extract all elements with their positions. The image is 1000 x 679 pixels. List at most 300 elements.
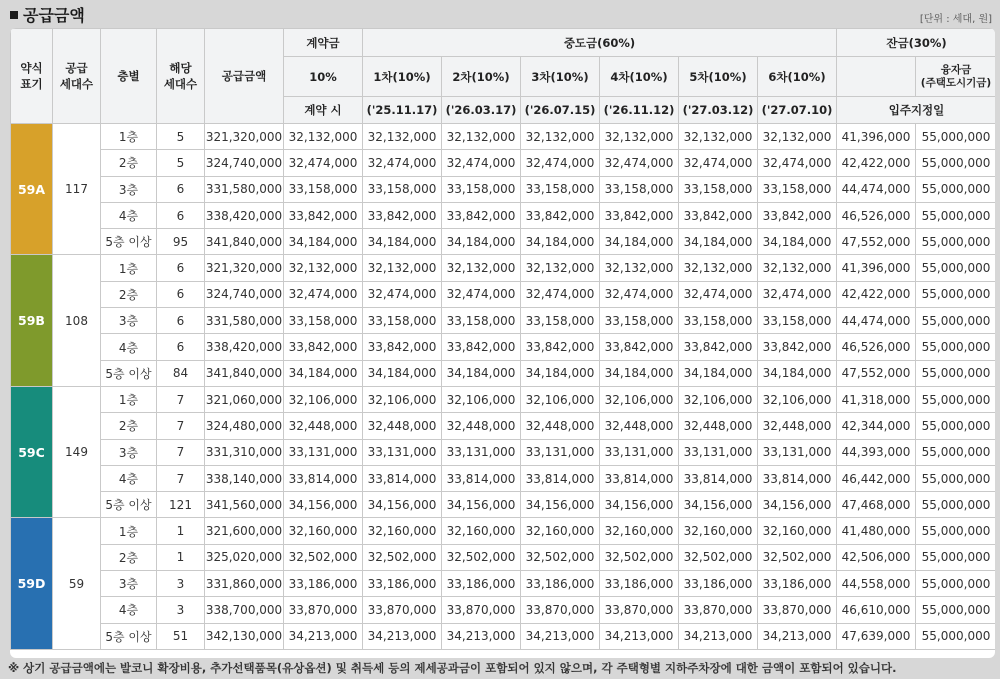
contract-cell: 33,842,000: [284, 202, 363, 228]
floor-households-cell: 6: [157, 308, 205, 334]
middle-payment-cell: 34,184,000: [600, 360, 679, 386]
middle-payment-cell: 34,213,000: [521, 623, 600, 649]
loan-cell: 55,000,000: [916, 176, 996, 202]
middle-payment-cell: 32,474,000: [521, 281, 600, 307]
header-floor-households: 해당 세대수: [157, 29, 205, 124]
middle-payment-cell: 33,158,000: [758, 308, 837, 334]
middle-payment-cell: 34,184,000: [600, 229, 679, 255]
middle-payment-cell: 32,160,000: [442, 518, 521, 544]
table-row: [11, 360, 996, 386]
contract-cell: 33,158,000: [284, 308, 363, 334]
floor-cell: 1층: [101, 255, 157, 281]
middle-payment-cell: 33,158,000: [521, 176, 600, 202]
floor-households-cell: 51: [157, 623, 205, 649]
floor-cell: 4층: [101, 597, 157, 623]
balance-cell: 44,393,000: [837, 439, 916, 465]
middle-payment-cell: 34,184,000: [363, 229, 442, 255]
floor-cell: 4층: [101, 202, 157, 228]
price-table-panel: [10, 28, 995, 658]
supply-price-cell: 321,060,000: [205, 386, 284, 412]
header-mid-6: 6차(10%): [758, 57, 837, 97]
middle-payment-cell: 33,158,000: [600, 176, 679, 202]
supply-price-cell: 331,580,000: [205, 308, 284, 334]
middle-payment-cell: 32,132,000: [442, 124, 521, 150]
balance-cell: 44,558,000: [837, 571, 916, 597]
contract-cell: 34,213,000: [284, 623, 363, 649]
middle-payment-cell: 34,156,000: [363, 492, 442, 518]
header-contract: 계약금: [284, 29, 363, 57]
middle-payment-cell: 33,870,000: [521, 597, 600, 623]
middle-payment-cell: 32,132,000: [679, 255, 758, 281]
middle-payment-cell: 32,448,000: [442, 413, 521, 439]
loan-cell: 55,000,000: [916, 492, 996, 518]
middle-payment-cell: 32,474,000: [363, 281, 442, 307]
middle-payment-cell: 33,131,000: [600, 439, 679, 465]
floor-cell: 2층: [101, 413, 157, 439]
table-row: [11, 623, 996, 649]
supply-price-cell: 324,480,000: [205, 413, 284, 439]
type-cell: 59A: [11, 124, 53, 255]
table-row: [11, 518, 996, 544]
middle-payment-cell: 32,502,000: [521, 544, 600, 570]
middle-payment-cell: 33,814,000: [363, 465, 442, 491]
table-row: [11, 202, 996, 228]
section-title: [10, 3, 85, 26]
middle-payment-cell: 33,814,000: [442, 465, 521, 491]
loan-cell: 55,000,000: [916, 202, 996, 228]
contract-cell: 33,870,000: [284, 597, 363, 623]
floor-cell: 1층: [101, 518, 157, 544]
middle-payment-cell: 33,186,000: [442, 571, 521, 597]
middle-payment-cell: 34,184,000: [521, 360, 600, 386]
supply-households-cell: 108: [53, 255, 101, 386]
supply-price-cell: 321,600,000: [205, 518, 284, 544]
middle-payment-cell: 33,186,000: [758, 571, 837, 597]
middle-payment-cell: 34,156,000: [442, 492, 521, 518]
middle-payment-cell: 34,156,000: [600, 492, 679, 518]
floor-households-cell: 6: [157, 334, 205, 360]
floor-cell: 4층: [101, 334, 157, 360]
middle-payment-cell: 34,213,000: [758, 623, 837, 649]
middle-payment-cell: 34,184,000: [758, 360, 837, 386]
middle-payment-cell: 34,156,000: [758, 492, 837, 518]
supply-households-cell: 149: [53, 386, 101, 517]
title-square-icon: [10, 11, 18, 19]
middle-payment-cell: 34,184,000: [442, 360, 521, 386]
middle-payment-cell: 32,448,000: [363, 413, 442, 439]
loan-cell: 55,000,000: [916, 281, 996, 307]
middle-payment-cell: 32,132,000: [758, 255, 837, 281]
middle-payment-cell: 32,474,000: [679, 281, 758, 307]
middle-payment-cell: 33,842,000: [521, 202, 600, 228]
supply-price-cell: 341,840,000: [205, 360, 284, 386]
contract-cell: 33,814,000: [284, 465, 363, 491]
loan-cell: 55,000,000: [916, 360, 996, 386]
middle-payment-cell: 32,502,000: [600, 544, 679, 570]
middle-payment-cell: 33,131,000: [679, 439, 758, 465]
middle-payment-cell: 34,184,000: [679, 229, 758, 255]
floor-households-cell: 1: [157, 544, 205, 570]
title-text: 공급금액: [23, 6, 85, 25]
middle-payment-cell: 32,132,000: [442, 255, 521, 281]
middle-payment-cell: 33,842,000: [679, 202, 758, 228]
contract-cell: 33,842,000: [284, 334, 363, 360]
header-mid-5: 5차(10%): [679, 57, 758, 97]
balance-cell: 46,610,000: [837, 597, 916, 623]
floor-households-cell: 1: [157, 518, 205, 544]
middle-payment-cell: 33,158,000: [679, 308, 758, 334]
contract-cell: 32,132,000: [284, 255, 363, 281]
contract-cell: 32,160,000: [284, 518, 363, 544]
table-row: [11, 544, 996, 570]
floor-households-cell: 6: [157, 281, 205, 307]
header-supply-households: 공급 세대수: [53, 29, 101, 124]
middle-payment-cell: 33,186,000: [679, 571, 758, 597]
floor-households-cell: 6: [157, 202, 205, 228]
middle-payment-cell: 34,156,000: [679, 492, 758, 518]
floor-cell: 2층: [101, 150, 157, 176]
loan-cell: 55,000,000: [916, 544, 996, 570]
balance-cell: 46,526,000: [837, 334, 916, 360]
middle-payment-cell: 32,106,000: [442, 386, 521, 412]
floor-cell: 3층: [101, 308, 157, 334]
middle-payment-cell: 32,474,000: [600, 150, 679, 176]
header-loan: 융자금 (주택도시기금): [916, 57, 996, 97]
middle-payment-cell: 33,158,000: [521, 308, 600, 334]
middle-payment-cell: 34,213,000: [363, 623, 442, 649]
middle-payment-cell: 34,213,000: [679, 623, 758, 649]
floor-households-cell: 7: [157, 413, 205, 439]
middle-payment-cell: 32,160,000: [521, 518, 600, 544]
middle-payment-cell: 34,184,000: [363, 360, 442, 386]
contract-cell: 33,131,000: [284, 439, 363, 465]
middle-payment-cell: 33,131,000: [442, 439, 521, 465]
type-cell: 59D: [11, 518, 53, 649]
middle-payment-cell: 33,842,000: [600, 334, 679, 360]
floor-households-cell: 95: [157, 229, 205, 255]
table-row: [11, 465, 996, 491]
balance-cell: 44,474,000: [837, 176, 916, 202]
middle-payment-cell: 32,474,000: [758, 281, 837, 307]
floor-cell: 2층: [101, 281, 157, 307]
loan-cell: 55,000,000: [916, 308, 996, 334]
middle-payment-cell: 32,106,000: [521, 386, 600, 412]
middle-payment-cell: 33,158,000: [600, 308, 679, 334]
header-mid-5-date: ('27.03.12): [679, 97, 758, 124]
middle-payment-cell: 32,474,000: [679, 150, 758, 176]
floor-cell: 3층: [101, 439, 157, 465]
middle-payment-cell: 33,842,000: [363, 202, 442, 228]
header-mid-2-date: ('26.03.17): [442, 97, 521, 124]
middle-payment-cell: 32,474,000: [442, 281, 521, 307]
supply-price-cell: 321,320,000: [205, 255, 284, 281]
middle-payment-cell: 32,502,000: [679, 544, 758, 570]
middle-payment-cell: 33,158,000: [442, 308, 521, 334]
floor-households-cell: 6: [157, 176, 205, 202]
loan-cell: 55,000,000: [916, 150, 996, 176]
floor-cell: 3층: [101, 176, 157, 202]
contract-cell: 32,474,000: [284, 150, 363, 176]
middle-payment-cell: 32,448,000: [600, 413, 679, 439]
floor-cell: 3층: [101, 571, 157, 597]
floor-households-cell: 5: [157, 150, 205, 176]
middle-payment-cell: 33,186,000: [521, 571, 600, 597]
middle-payment-cell: 33,842,000: [758, 334, 837, 360]
contract-cell: 32,106,000: [284, 386, 363, 412]
floor-cell: 5층 이상: [101, 229, 157, 255]
contract-cell: 32,474,000: [284, 281, 363, 307]
loan-cell: 55,000,000: [916, 623, 996, 649]
header-balance: 잔금(30%): [837, 29, 996, 57]
header-middle-payment: 중도금(60%): [363, 29, 837, 57]
header-mid-1: 1차(10%): [363, 57, 442, 97]
balance-cell: 47,552,000: [837, 229, 916, 255]
floor-households-cell: 3: [157, 597, 205, 623]
supply-households-cell: 117: [53, 124, 101, 255]
middle-payment-cell: 32,160,000: [679, 518, 758, 544]
middle-payment-cell: 33,158,000: [363, 176, 442, 202]
contract-cell: 34,184,000: [284, 229, 363, 255]
balance-cell: 41,318,000: [837, 386, 916, 412]
header-type: 약식 표기: [11, 29, 53, 124]
contract-cell: 32,132,000: [284, 124, 363, 150]
loan-cell: 55,000,000: [916, 439, 996, 465]
floor-cell: 4층: [101, 465, 157, 491]
unit-label: [단위 : 세대, 원]: [919, 14, 992, 25]
supply-price-cell: 331,860,000: [205, 571, 284, 597]
middle-payment-cell: 32,160,000: [363, 518, 442, 544]
loan-cell: 55,000,000: [916, 229, 996, 255]
table-row: [11, 334, 996, 360]
middle-payment-cell: 32,474,000: [600, 281, 679, 307]
middle-payment-cell: 33,131,000: [758, 439, 837, 465]
table-row: [11, 492, 996, 518]
header-mid-1-date: ('25.11.17): [363, 97, 442, 124]
middle-payment-cell: 32,448,000: [758, 413, 837, 439]
middle-payment-cell: 34,213,000: [442, 623, 521, 649]
header-floor: 층별: [101, 29, 157, 124]
middle-payment-cell: 33,842,000: [442, 334, 521, 360]
balance-cell: 47,468,000: [837, 492, 916, 518]
supply-price-cell: 331,580,000: [205, 176, 284, 202]
middle-payment-cell: 32,106,000: [679, 386, 758, 412]
floor-households-cell: 3: [157, 571, 205, 597]
middle-payment-cell: 33,870,000: [758, 597, 837, 623]
middle-payment-cell: 32,474,000: [521, 150, 600, 176]
middle-payment-cell: 32,474,000: [363, 150, 442, 176]
floor-households-cell: 6: [157, 255, 205, 281]
floor-households-cell: 7: [157, 386, 205, 412]
header-mid-3-date: ('26.07.15): [521, 97, 600, 124]
table-row: [11, 597, 996, 623]
middle-payment-cell: 34,156,000: [521, 492, 600, 518]
middle-payment-cell: 32,160,000: [758, 518, 837, 544]
middle-payment-cell: 33,842,000: [363, 334, 442, 360]
header-move-in: 입주지정일: [837, 97, 996, 124]
middle-payment-cell: 33,131,000: [363, 439, 442, 465]
floor-cell: 1층: [101, 386, 157, 412]
floor-households-cell: 121: [157, 492, 205, 518]
table-row: [11, 176, 996, 202]
type-cell: 59B: [11, 255, 53, 386]
middle-payment-cell: 33,842,000: [758, 202, 837, 228]
middle-payment-cell: 33,158,000: [363, 308, 442, 334]
table-row: [11, 386, 996, 412]
table-body: [11, 124, 996, 650]
floor-cell: 5층 이상: [101, 492, 157, 518]
supply-price-cell: 341,840,000: [205, 229, 284, 255]
supply-price-cell: 324,740,000: [205, 281, 284, 307]
middle-payment-cell: 32,106,000: [758, 386, 837, 412]
floor-cell: 1층: [101, 124, 157, 150]
balance-cell: 42,422,000: [837, 150, 916, 176]
loan-cell: 55,000,000: [916, 334, 996, 360]
middle-payment-cell: 33,814,000: [600, 465, 679, 491]
middle-payment-cell: 33,842,000: [521, 334, 600, 360]
loan-cell: 55,000,000: [916, 413, 996, 439]
header-mid-2: 2차(10%): [442, 57, 521, 97]
header-mid-6-date: ('27.07.10): [758, 97, 837, 124]
middle-payment-cell: 32,502,000: [758, 544, 837, 570]
balance-cell: 46,442,000: [837, 465, 916, 491]
supply-price-cell: 338,420,000: [205, 202, 284, 228]
middle-payment-cell: 33,842,000: [442, 202, 521, 228]
contract-cell: 33,158,000: [284, 176, 363, 202]
balance-cell: 41,396,000: [837, 124, 916, 150]
middle-payment-cell: 32,502,000: [442, 544, 521, 570]
middle-payment-cell: 32,132,000: [600, 255, 679, 281]
header-mid-3: 3차(10%): [521, 57, 600, 97]
supply-households-cell: 59: [53, 518, 101, 649]
floor-households-cell: 5: [157, 124, 205, 150]
table-row: [11, 255, 996, 281]
middle-payment-cell: 34,184,000: [679, 360, 758, 386]
middle-payment-cell: 33,814,000: [679, 465, 758, 491]
middle-payment-cell: 34,184,000: [442, 229, 521, 255]
balance-cell: 42,422,000: [837, 281, 916, 307]
floor-households-cell: 7: [157, 439, 205, 465]
contract-cell: 32,448,000: [284, 413, 363, 439]
loan-cell: 55,000,000: [916, 571, 996, 597]
balance-cell: 41,396,000: [837, 255, 916, 281]
supply-price-cell: 338,420,000: [205, 334, 284, 360]
header-mid-4: 4차(10%): [600, 57, 679, 97]
table-row: [11, 571, 996, 597]
floor-cell: 2층: [101, 544, 157, 570]
contract-cell: 32,502,000: [284, 544, 363, 570]
middle-payment-cell: 34,184,000: [521, 229, 600, 255]
middle-payment-cell: 34,213,000: [600, 623, 679, 649]
balance-cell: 42,344,000: [837, 413, 916, 439]
supply-price-cell: 342,130,000: [205, 623, 284, 649]
supply-price-cell: 338,140,000: [205, 465, 284, 491]
middle-payment-cell: 33,870,000: [363, 597, 442, 623]
balance-cell: 46,526,000: [837, 202, 916, 228]
supply-price-cell: 325,020,000: [205, 544, 284, 570]
supply-price-cell: 338,700,000: [205, 597, 284, 623]
middle-payment-cell: 32,132,000: [600, 124, 679, 150]
middle-payment-cell: 34,184,000: [758, 229, 837, 255]
loan-cell: 55,000,000: [916, 518, 996, 544]
middle-payment-cell: 32,160,000: [600, 518, 679, 544]
middle-payment-cell: 32,502,000: [363, 544, 442, 570]
middle-payment-cell: 33,186,000: [600, 571, 679, 597]
middle-payment-cell: 33,158,000: [679, 176, 758, 202]
table-row: [11, 281, 996, 307]
middle-payment-cell: 33,842,000: [679, 334, 758, 360]
table-row: [11, 229, 996, 255]
floor-cell: 5층 이상: [101, 360, 157, 386]
header-balance-blank: [837, 57, 916, 97]
middle-payment-cell: 32,132,000: [521, 255, 600, 281]
middle-payment-cell: 33,158,000: [442, 176, 521, 202]
supply-price-cell: 341,560,000: [205, 492, 284, 518]
middle-payment-cell: 32,132,000: [363, 124, 442, 150]
middle-payment-cell: 32,106,000: [363, 386, 442, 412]
supply-price-cell: 331,310,000: [205, 439, 284, 465]
middle-payment-cell: 33,186,000: [363, 571, 442, 597]
middle-payment-cell: 33,870,000: [679, 597, 758, 623]
floor-households-cell: 7: [157, 465, 205, 491]
contract-cell: 33,186,000: [284, 571, 363, 597]
middle-payment-cell: 32,474,000: [442, 150, 521, 176]
balance-cell: 42,506,000: [837, 544, 916, 570]
contract-cell: 34,156,000: [284, 492, 363, 518]
table-row: [11, 124, 996, 150]
table-row: [11, 413, 996, 439]
type-cell: 59C: [11, 386, 53, 517]
middle-payment-cell: 32,448,000: [521, 413, 600, 439]
middle-payment-cell: 32,474,000: [758, 150, 837, 176]
header-supply-price: 공급금액: [205, 29, 284, 124]
table-row: [11, 308, 996, 334]
supply-price-table: [10, 28, 995, 650]
middle-payment-cell: 32,448,000: [679, 413, 758, 439]
contract-cell: 34,184,000: [284, 360, 363, 386]
middle-payment-cell: 33,870,000: [442, 597, 521, 623]
header-mid-4-date: ('26.11.12): [600, 97, 679, 124]
middle-payment-cell: 33,842,000: [600, 202, 679, 228]
supply-price-cell: 324,740,000: [205, 150, 284, 176]
middle-payment-cell: 33,158,000: [758, 176, 837, 202]
header-contract-when: 계약 시: [284, 97, 363, 124]
balance-cell: 44,474,000: [837, 308, 916, 334]
middle-payment-cell: 33,814,000: [521, 465, 600, 491]
supply-price-cell: 321,320,000: [205, 124, 284, 150]
table-row: [11, 150, 996, 176]
loan-cell: 55,000,000: [916, 255, 996, 281]
middle-payment-cell: 33,870,000: [600, 597, 679, 623]
floor-households-cell: 84: [157, 360, 205, 386]
middle-payment-cell: 32,132,000: [363, 255, 442, 281]
balance-cell: 47,552,000: [837, 360, 916, 386]
balance-cell: 41,480,000: [837, 518, 916, 544]
middle-payment-cell: 32,132,000: [521, 124, 600, 150]
middle-payment-cell: 32,106,000: [600, 386, 679, 412]
middle-payment-cell: 33,131,000: [521, 439, 600, 465]
table-header: [11, 29, 996, 124]
balance-cell: 47,639,000: [837, 623, 916, 649]
loan-cell: 55,000,000: [916, 124, 996, 150]
middle-payment-cell: 33,814,000: [758, 465, 837, 491]
footnote: ※ 상기 공급금액에는 발코니 확장비용, 추가선택품목(유상옵션) 및 취득세 등의 제세공과금이 포함되어 있지 않으며, 각 주택형별 지하주차장에 대한 금액이 포함되어 있습니다.: [8, 661, 897, 675]
middle-payment-cell: 32,132,000: [758, 124, 837, 150]
header-contract-pct: 10%: [284, 57, 363, 97]
floor-cell: 5층 이상: [101, 623, 157, 649]
middle-payment-cell: 32,132,000: [679, 124, 758, 150]
loan-cell: 55,000,000: [916, 465, 996, 491]
loan-cell: 55,000,000: [916, 386, 996, 412]
